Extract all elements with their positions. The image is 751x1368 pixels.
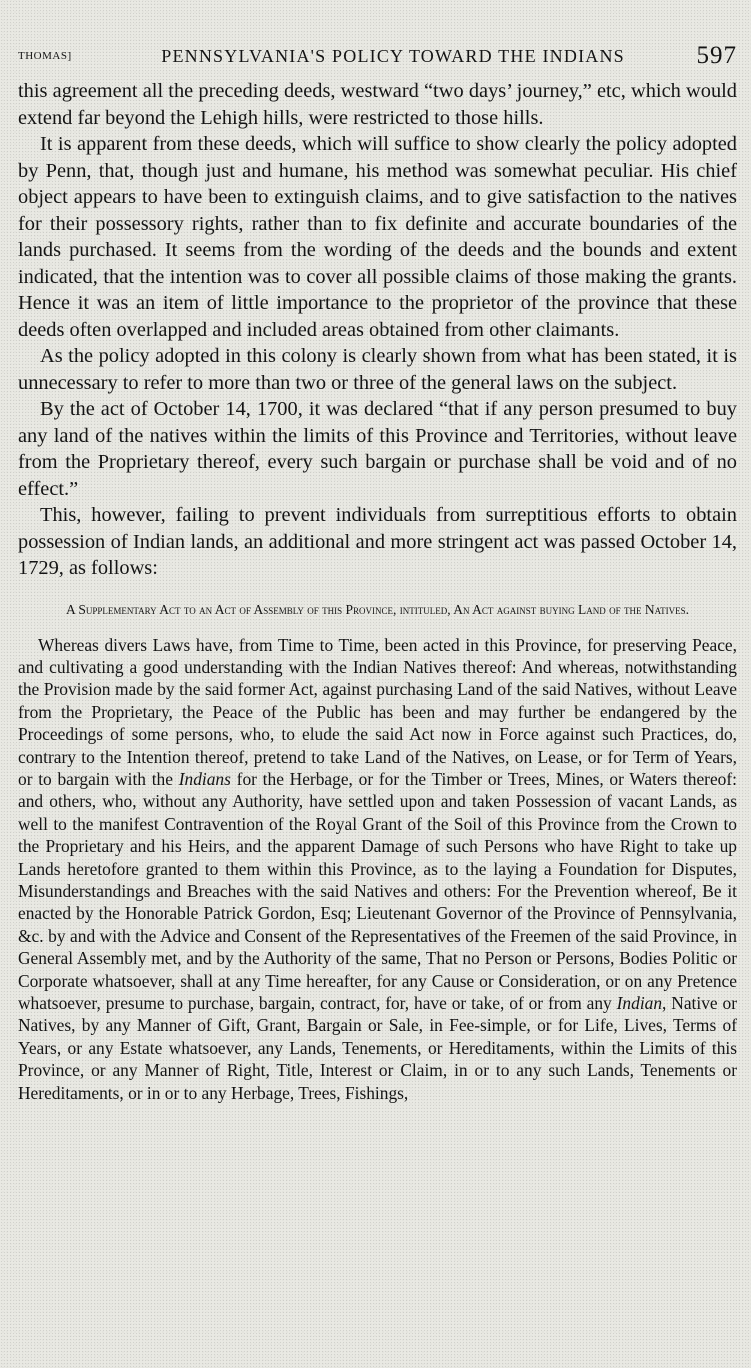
paragraph-act-1700: By the act of October 14, 1700, it was declared “that if any person presumed to buy any land of the natives within the limits of this Province and Territories, without leave from the Proprietary thereof, every such bargain or purchase shall be void and of no effect.” [18,398,737,500]
act-text-part-3: , Native or Natives, by any Manner of Gift, Grant, Bargain or Sale, in Fee-simple, or for Life, Lives, Terms of Years, or any Estate whatsoever, any Lands, Tenements, or Hereditaments, within the Limits of this Province, or any Manner of Right, Title, Interest or Claim, in or to any such Lands, Tenements or Hereditaments, or in or to any Herbage, Trees, Fishings, [18,993,737,1103]
header-author: THOMAS] [18,50,72,62]
act-text [18,634,737,1105]
header-title: PENNSYLVANIA'S POLICY TOWARD THE INDIANS [161,45,625,66]
paragraph-act-1729: This, however, failing to prevent individuals from surreptitious efforts to obtain possession of Indian lands, an additional and more stringent act was passed October 14, 1729, as follows: [18,504,737,579]
act-paragraph [18,634,737,1105]
act-title: A Supplementary Act to an Act of Assembly of this Province, intituled, An Act against buying Land of the Natives. [65,601,689,617]
act-italic-indians: Indians [178,768,231,789]
main-text [18,78,737,582]
act-text-part-1: Whereas divers Laws have, from Time to Time, been acted in this Province, for preserving Peace, and cultivating a good understanding with the Indian Natives thereof: And whereas, notwithstanding the Provision made by the said former Act, against purchasing Land of the said Natives, without Leave from the Proprietary, the Peace of the Public has been and may further be endangered by the Proceedings of some persons, who, to elude the said Act now in Force against such Practices, do, contrary to the Intention thereof, pretend to take Land of the Natives, on Lease, or for Term of Years, or to bargain with the [18,634,737,789]
page-body [18,78,737,1104]
act-text-part-2: for the Herbage, or for the Timber or Trees, Mines, or Waters thereof: and others, who, without any Authority, have settled upon and taken Possession of vacant Lands, as well to the manifest Contravention of the Royal Grant of the Soil of this Province from the Crown to the Proprietary and his Heirs, and the apparent Damage of such Persons who have Right to take up Lands heretofore granted to them within this Province, as to the laying a Foundation for Disputes, Misunderstandings and Breaches with the said Natives and others: For the Prevention whereof, Be it enacted by the Honorable Patrick Gordon, Esq; Lieutenant Governor of the Province of Pennsylvania, &c. by and with the Advice and Consent of the Representatives of the Freemen of the said Province, in General Assembly met, and by the Authority of the same, That no Person or Persons, Bodies Politic or Corporate whatsoever, shall at any Time hereafter, for any Cause or Consideration, or on any Pretence whatsoever, presume to purchase, bargain, contract, for, have or take, of or from any [18,768,737,1013]
act-italic-indian: Indian [616,993,663,1013]
page-number: 597 [696,42,737,69]
paragraph-colony-policy: As the policy adopted in this colony is clearly shown from what has been stated, it is unnecessary to refer to more than two or three of the general laws on the subject. [18,345,737,394]
running-header [18,38,737,74]
paragraph-penn-policy: It is apparent from these deeds, which will suffice to show clearly the policy adopted by Penn, that, though just and humane, his method was somewhat peculiar. His chief object appears to have been to extinguish claims, and to give satisfaction to the natives for their possessory rights, rather than to fix definite and accurate boundaries of the lands purchased. It seems from the wording of the deeds and the bounds and extent indicated, that the intention was to cover all possible claims of those making the grants. Hence it was an item of little importance to the proprietor of the province that these deeds often overlapped and included areas obtained from other claimants. [18,133,737,341]
paragraph-continuation: this agreement all the preceding deeds, westward “two days’ journey,” etc, which would extend far beyond the Lehigh hills, were restricted to those hills. [18,80,737,129]
